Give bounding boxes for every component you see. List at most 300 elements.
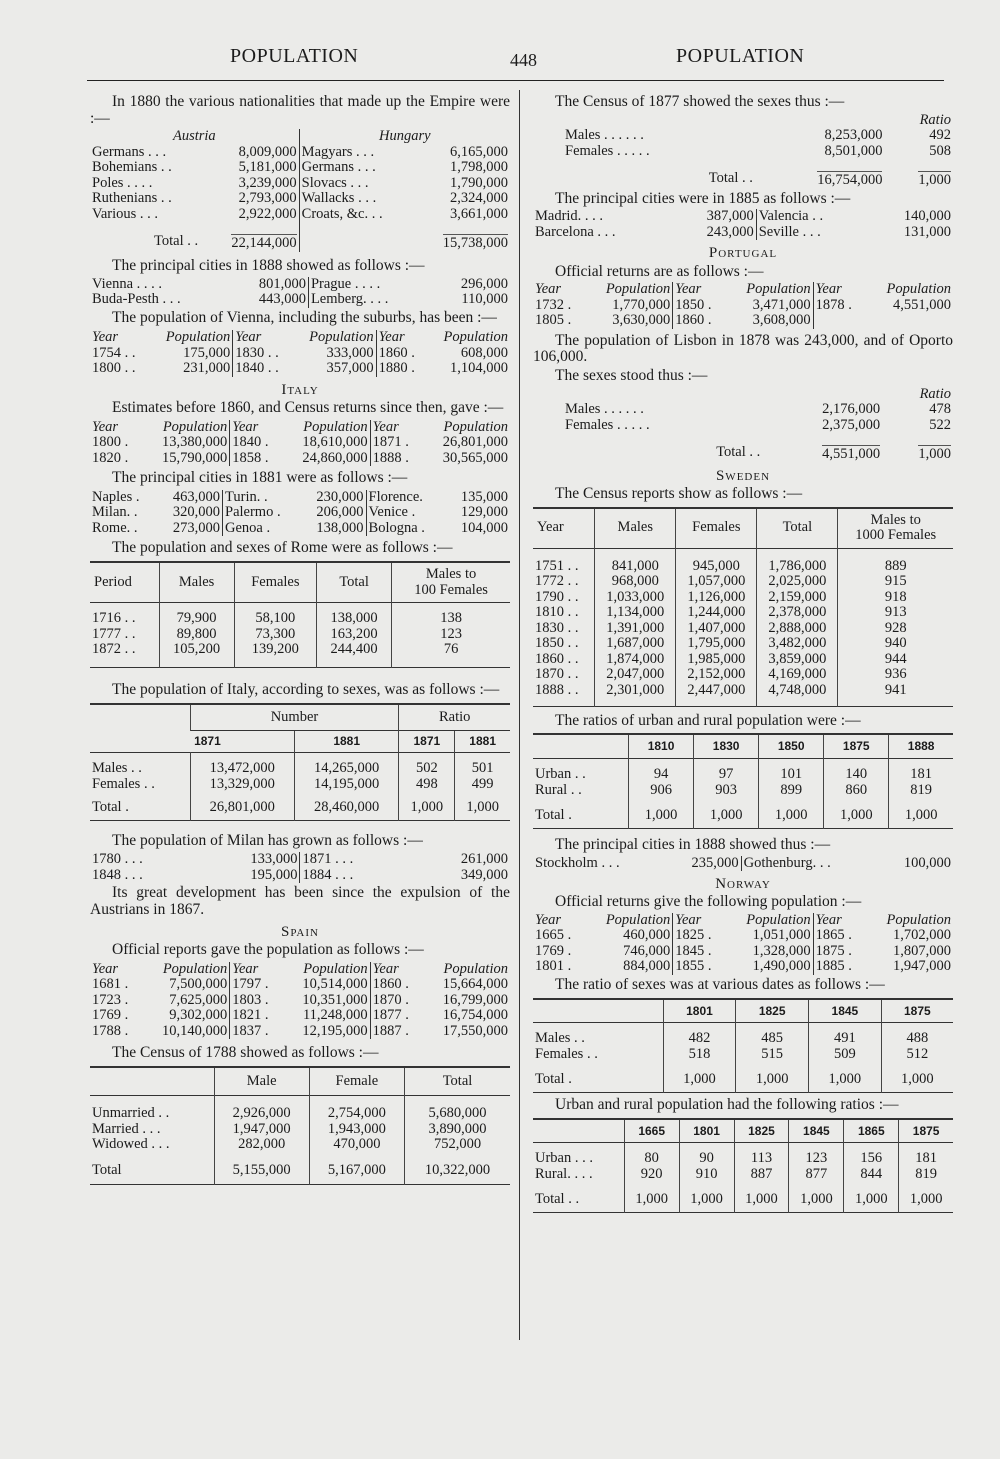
row-value: 10,514,000 (302, 976, 368, 993)
austria-total-label: Total . . (154, 233, 199, 250)
sweden-heading: Sweden (715, 467, 771, 484)
row-value: 243,000 (706, 223, 754, 240)
row-value: 13,380,000 (162, 434, 228, 451)
row-label: Valencia . . (756, 209, 869, 225)
spacer-cell (676, 698, 757, 706)
total-value: 1,000 (663, 1062, 736, 1092)
sw-cities-intro: The principal cities in 1888 showed thus :— (555, 835, 831, 853)
year-header: 1850 (759, 734, 824, 758)
table-row (533, 1023, 953, 1047)
portugal-intro: Official returns are as follows :— (555, 262, 764, 280)
row-value: 1,490,000 (752, 958, 811, 975)
row-value: 2,926,000 (214, 1096, 309, 1122)
column-header: Males (159, 562, 234, 603)
spacer-cell (533, 698, 595, 706)
year-header: Year (230, 420, 282, 436)
table-row (90, 753, 510, 777)
row-value: 3,482,000 (757, 636, 838, 652)
vienna-table (90, 330, 510, 377)
row-value: 819 (899, 1167, 953, 1183)
row-value: 1,874,000 (595, 652, 676, 668)
table-row (533, 605, 953, 621)
table-row (533, 652, 953, 668)
row-label: Stockholm . . . (535, 854, 620, 871)
column-header (392, 562, 510, 603)
row-label: Married . . . (92, 1120, 161, 1137)
table-row (533, 590, 953, 606)
table-row (533, 944, 953, 960)
table-row (533, 759, 953, 783)
row-value: 1,328,000 (752, 942, 811, 959)
milan-intro: The population of Milan has grown as follows :— (112, 831, 423, 849)
row-value: 273,000 (172, 519, 221, 536)
row-value: 139,200 (234, 642, 317, 658)
column-header: Males (595, 508, 676, 549)
year-header: 1801 (679, 1119, 734, 1143)
table-row (90, 1137, 510, 1153)
total-value-cell (755, 159, 885, 189)
row-value: 2,152,000 (676, 667, 757, 683)
row-value: 3,471,000 (752, 296, 811, 313)
year-header: 1830 (694, 734, 759, 758)
row-value: 235,000 (691, 854, 739, 871)
total-value: 1,000 (809, 1062, 882, 1092)
row-value: 10,140,000 (162, 1022, 228, 1039)
row-value: 1,687,000 (595, 636, 676, 652)
row-label: Females . . (535, 1045, 598, 1062)
total-value: 1,000 (399, 792, 455, 820)
table-row (90, 1024, 510, 1040)
total-row (533, 1062, 953, 1092)
column-header: Year (537, 519, 564, 536)
table-row (90, 435, 510, 451)
total-ratio: 1,000 (918, 172, 951, 189)
milan-note: Its great development has been since the expulsion of the Austrians in 1867. (90, 884, 510, 919)
row-label: 1840 . (230, 435, 282, 451)
population-header: Population (605, 911, 671, 928)
total-value: 5,155,000 (214, 1153, 309, 1185)
corner-cell (90, 704, 190, 753)
table-row (533, 548, 953, 574)
hungary-count: 1,798,000 (450, 159, 508, 176)
ratio-header: Ratio (919, 111, 951, 128)
total-value: 1,000 (789, 1182, 844, 1212)
row-value: 1,057,000 (676, 574, 757, 590)
portugal-heading: Portugal (708, 245, 778, 262)
row-label: Unmarried . . (92, 1105, 170, 1122)
year-header: 1801 (663, 999, 736, 1023)
row-value: 104,000 (460, 519, 508, 536)
row-value: 26,801,000 (442, 434, 508, 451)
population-header: Population (746, 281, 811, 298)
ratio-header: Ratio (919, 385, 951, 402)
row-label: 1871 . . . (300, 852, 409, 868)
hungary-head: Hungary (379, 128, 431, 145)
row-value: 1,786,000 (757, 548, 838, 574)
ratio-value: 478 (929, 401, 951, 418)
row-label: Naples . (92, 488, 140, 505)
table-row (533, 313, 953, 329)
row-value: 3,890,000 (405, 1122, 511, 1138)
row-value: 13,329,000 (190, 777, 294, 793)
italy-heading: Italy (281, 381, 319, 398)
population-header: Population (443, 329, 508, 346)
total-value: 1,000 (679, 1182, 734, 1212)
row-value: 1,104,000 (450, 360, 508, 377)
row-value: 1,947,000 (214, 1122, 309, 1138)
italy-sex-intro: The population of Italy, according to sexes, was as follows :— (112, 681, 500, 699)
row-label: Florence. (366, 490, 444, 506)
row-value: 2,378,000 (757, 605, 838, 621)
row-value: 752,000 (405, 1137, 511, 1153)
row-value: 101 (759, 759, 824, 783)
no-ur-table (533, 1118, 953, 1213)
hungary-nationality: Croats, &c. . . (301, 205, 383, 222)
austria-count: 3,239,000 (204, 176, 299, 192)
row-value: 123 (789, 1143, 844, 1167)
table-row (533, 621, 953, 637)
austria-total: 22,144,000 (231, 235, 297, 252)
row-value: 17,550,000 (442, 1022, 508, 1039)
total-row (533, 798, 953, 828)
row-value: 1,033,000 (595, 590, 676, 606)
table-row (90, 977, 510, 993)
row-value: 1,770,000 (612, 296, 671, 313)
italy-sex-table (90, 703, 510, 821)
row-value: 2,375,000 (822, 416, 881, 433)
spain1788-table (90, 1066, 510, 1186)
row-label: 1830 . . (233, 346, 292, 362)
row-label: 1820 . (92, 449, 129, 466)
total-value: 10,322,000 (405, 1153, 511, 1185)
row-value: 140 (824, 759, 889, 783)
column-header-line: 100 Females (414, 581, 488, 598)
no-sex-intro: The ratio of sexes was at various dates as follows :— (555, 975, 885, 993)
hungary-total: 15,738,000 (442, 235, 508, 252)
row-value: 387,000 (706, 208, 754, 225)
table-row (533, 144, 953, 160)
spacer-cell (757, 698, 838, 706)
row-value: 73,300 (234, 627, 317, 643)
row-value: 1,807,000 (893, 942, 951, 959)
sp-cities-table (533, 209, 953, 240)
italy-intro: Estimates before 1860, and Census returns since then, gave :— (112, 398, 504, 416)
row-label: 1880 . (376, 361, 426, 377)
row-value: 105,200 (159, 642, 234, 658)
table-row (90, 627, 510, 643)
spain1877-table (533, 113, 953, 189)
sw-ur-table (533, 733, 953, 828)
row-value: 163,200 (317, 627, 392, 643)
spacer-cell (392, 658, 510, 668)
row-value: 482 (663, 1023, 736, 1047)
spain-intro: Official reports gave the population as follows :— (112, 941, 424, 958)
column-header: Females (234, 562, 317, 603)
row-value: 887 (734, 1167, 789, 1183)
table-row (533, 683, 953, 699)
row-value: 940 (838, 636, 953, 652)
table-row (90, 145, 510, 161)
spacer-cell (755, 113, 885, 129)
spain-heading: Spain (280, 923, 319, 940)
table-header-row (533, 387, 953, 403)
row-value: 156 (844, 1143, 899, 1167)
row-value: 357,000 (326, 360, 374, 377)
corner-cell (533, 1119, 624, 1143)
row-value: 906 (629, 783, 694, 799)
year-header: Year (535, 911, 562, 928)
row-value: 140,000 (903, 208, 951, 225)
table-row (90, 292, 510, 308)
year-header: Year (230, 962, 282, 978)
row-label: 1885 . (813, 959, 865, 975)
spacer-cell (533, 113, 755, 129)
year-header: Year (370, 962, 422, 978)
table-row (533, 1047, 953, 1063)
year-header: 1810 (629, 734, 694, 758)
total-value: 1,000 (759, 798, 824, 828)
row-value: 8,501,000 (824, 142, 883, 159)
row-label: Urban . . (535, 766, 586, 783)
row-label: 1850 . (673, 298, 725, 314)
norway-intro: Official returns give the following population :— (555, 893, 862, 911)
table-header-row (533, 113, 953, 129)
column-header: Total (405, 1067, 511, 1096)
table-row (90, 505, 510, 521)
spacer-cell (234, 658, 317, 668)
row-label: Females . . . . . (565, 416, 650, 433)
austria-head: Austria (90, 129, 299, 145)
ratio-value: 492 (929, 127, 951, 144)
row-value: 910 (679, 1167, 734, 1183)
year-header: Year (535, 281, 562, 298)
row-value: 889 (838, 548, 953, 574)
table-header-row (533, 999, 953, 1023)
spain-table (90, 962, 510, 1040)
table-row (533, 402, 953, 418)
period-label: 1777 . . (92, 625, 136, 642)
page-header (0, 46, 1000, 76)
year-header: 1845 (789, 1119, 844, 1143)
row-value: 470,000 (309, 1137, 404, 1153)
total-value: 1,000 (694, 798, 759, 828)
table-row (90, 852, 510, 868)
row-value: 903 (694, 783, 759, 799)
row-label: 1878 . (813, 298, 865, 314)
year-label: 1860 . . (535, 650, 579, 667)
row-label: Urban . . . (535, 1150, 593, 1167)
row-label: 1887 . (370, 1024, 422, 1040)
row-value: 135,000 (460, 488, 508, 505)
total-ratio-cell (884, 159, 953, 189)
row-value: 2,447,000 (676, 683, 757, 699)
row-value: 131,000 (903, 223, 951, 240)
row-value: 13,472,000 (190, 753, 294, 777)
row-value: 333,000 (326, 344, 374, 361)
table-header-row (90, 562, 510, 603)
population-header: Population (309, 329, 374, 346)
total-ratio: 1,000 (918, 446, 951, 463)
row-value: 1,947,000 (893, 958, 951, 975)
row-value: 944 (838, 652, 953, 668)
total-label: Total . (535, 1071, 572, 1088)
row-value: 14,265,000 (294, 753, 398, 777)
row-value: 349,000 (460, 866, 508, 883)
row-value: 244,400 (317, 642, 392, 658)
table-row (533, 209, 953, 225)
row-value: 3,859,000 (757, 652, 838, 668)
row-label: 1665 . (535, 927, 572, 944)
row-value: 175,000 (183, 344, 231, 361)
row-value: 320,000 (172, 504, 221, 521)
hungary-count: 3,661,000 (450, 205, 508, 222)
total-row (533, 1182, 953, 1212)
austria-hungary-table (90, 129, 510, 252)
row-value: 913 (838, 605, 953, 621)
no-sex-table (533, 998, 953, 1093)
row-label: 1681 . (92, 976, 129, 993)
row-value: 945,000 (676, 548, 757, 574)
total-label: Total . (535, 807, 572, 824)
column-divider (519, 90, 520, 1340)
row-label: 1723 . (92, 991, 129, 1008)
row-label: 1825 . (673, 928, 725, 944)
row-label: 1888 . (370, 451, 422, 467)
total-value: 1,000 (455, 792, 510, 820)
ratio-value: 522 (929, 416, 951, 433)
row-value: 2,754,000 (309, 1096, 404, 1122)
row-value: 97 (694, 759, 759, 783)
row-value: 12,195,000 (302, 1022, 368, 1039)
row-value (865, 313, 953, 329)
austria-count: 5,181,000 (204, 160, 299, 176)
row-label: 1780 . . . (92, 851, 143, 868)
row-label: Lemberg. . . . (308, 292, 432, 308)
ratio-header: Ratio (399, 704, 510, 731)
row-value: 14,195,000 (294, 777, 398, 793)
row-label: 1845 . (673, 944, 725, 960)
norway-table (533, 913, 953, 975)
austria-intro: In 1880 the various nationalities that made up the Empire were :— (90, 93, 510, 127)
row-value: 138,000 (317, 603, 392, 627)
row-label: 1875 . (813, 944, 865, 960)
year-header: Year (233, 330, 292, 346)
total-value: 4,551,000 (822, 446, 881, 463)
row-value: 920 (624, 1167, 679, 1183)
table-row (90, 642, 510, 658)
row-value: 801,000 (258, 275, 306, 292)
table-header-row (90, 962, 510, 978)
population-header: Population (162, 960, 228, 977)
row-label: Buda-Pesth . . . (92, 291, 181, 308)
lisbon-note: The population of Lisbon in 1878 was 243,000, and of Oporto 106,000. (533, 331, 953, 366)
table-row (533, 1143, 953, 1167)
corner-cell (533, 999, 663, 1023)
row-value: 928 (838, 621, 953, 637)
year-header: 1665 (624, 1119, 679, 1143)
vienna-intro: The population of Vienna, including the suburbs, has been :— (112, 308, 497, 326)
row-value: 110,000 (461, 291, 508, 308)
row-label: 1860 . (370, 977, 422, 993)
table-header-row (90, 420, 510, 436)
row-label: Venice . (366, 505, 444, 521)
column-header: Period (94, 573, 132, 590)
row-value: 501 (455, 753, 510, 777)
year-label: 1830 . . (535, 619, 579, 636)
column-header-line: Males to (425, 566, 477, 583)
row-value: 231,000 (183, 360, 231, 377)
row-value: 24,860,000 (302, 449, 368, 466)
total-label: Total . . (535, 1191, 580, 1208)
row-value: 746,000 (623, 942, 671, 959)
pt-sexes-intro: The sexes stood thus :— (555, 367, 708, 385)
milan-table (90, 852, 510, 883)
table-row (90, 346, 510, 362)
row-label: 1860 . (673, 313, 725, 329)
austria-nationality: Ruthenians . . (92, 190, 172, 207)
total-value: 28,460,000 (294, 792, 398, 820)
row-value: 491 (809, 1023, 882, 1047)
row-value: 80 (624, 1143, 679, 1167)
row-label: Males . . . . . . (565, 401, 644, 418)
row-label: Males . . (92, 760, 142, 777)
year-label: 1850 . . (535, 635, 579, 652)
row-label: Vienna . . . . (92, 275, 163, 292)
row-value: 819 (889, 783, 953, 799)
total-value: 1,000 (889, 798, 953, 828)
header-right-title: POPULATION (676, 45, 805, 67)
row-label: Rural . . (535, 781, 582, 798)
row-label: Madrid. . . . (535, 208, 604, 225)
row-value: 498 (399, 777, 455, 793)
row-value: 7,500,000 (169, 976, 228, 993)
row-value: 94 (629, 759, 694, 783)
total-label: Total . . (716, 444, 761, 461)
row-label: 1797 . (230, 977, 282, 993)
row-label: Males . . (535, 1030, 585, 1047)
row-value: 195,000 (250, 866, 298, 883)
row-label: 1871 . (370, 435, 422, 451)
row-value: 488 (881, 1023, 953, 1047)
row-label: 1803 . (230, 993, 282, 1009)
au-cities-intro: The principal cities in 1888 showed as follows :— (112, 256, 425, 274)
row-value: 79,900 (159, 603, 234, 627)
row-value: 4,169,000 (757, 667, 838, 683)
row-value: 11,248,000 (302, 1007, 368, 1024)
row-label: Bologna . (366, 521, 444, 537)
row-value: 1,126,000 (676, 590, 757, 606)
row-value: 3,630,000 (612, 312, 671, 329)
row-label: 1805 . (535, 312, 572, 329)
total-value: 1,000 (899, 1182, 953, 1212)
row-value: 8,253,000 (824, 127, 883, 144)
row-value: 7,625,000 (169, 991, 228, 1008)
table-row (533, 1167, 953, 1183)
pt-sexes-table (533, 387, 953, 463)
row-label (813, 313, 865, 329)
year-header: 1875 (899, 1119, 953, 1143)
row-value: 4,748,000 (757, 683, 838, 699)
row-label: Rome. . (92, 519, 138, 536)
hungary-nationality: Magyars . . . (301, 143, 375, 160)
sweden-table (533, 507, 953, 707)
year-header: 1871 (399, 731, 455, 753)
row-label: 1769 . (535, 942, 572, 959)
column-header-line: 1000 Females (855, 527, 937, 544)
row-label: 1865 . (813, 928, 865, 944)
table-row (533, 418, 953, 434)
row-value: 502 (399, 753, 455, 777)
